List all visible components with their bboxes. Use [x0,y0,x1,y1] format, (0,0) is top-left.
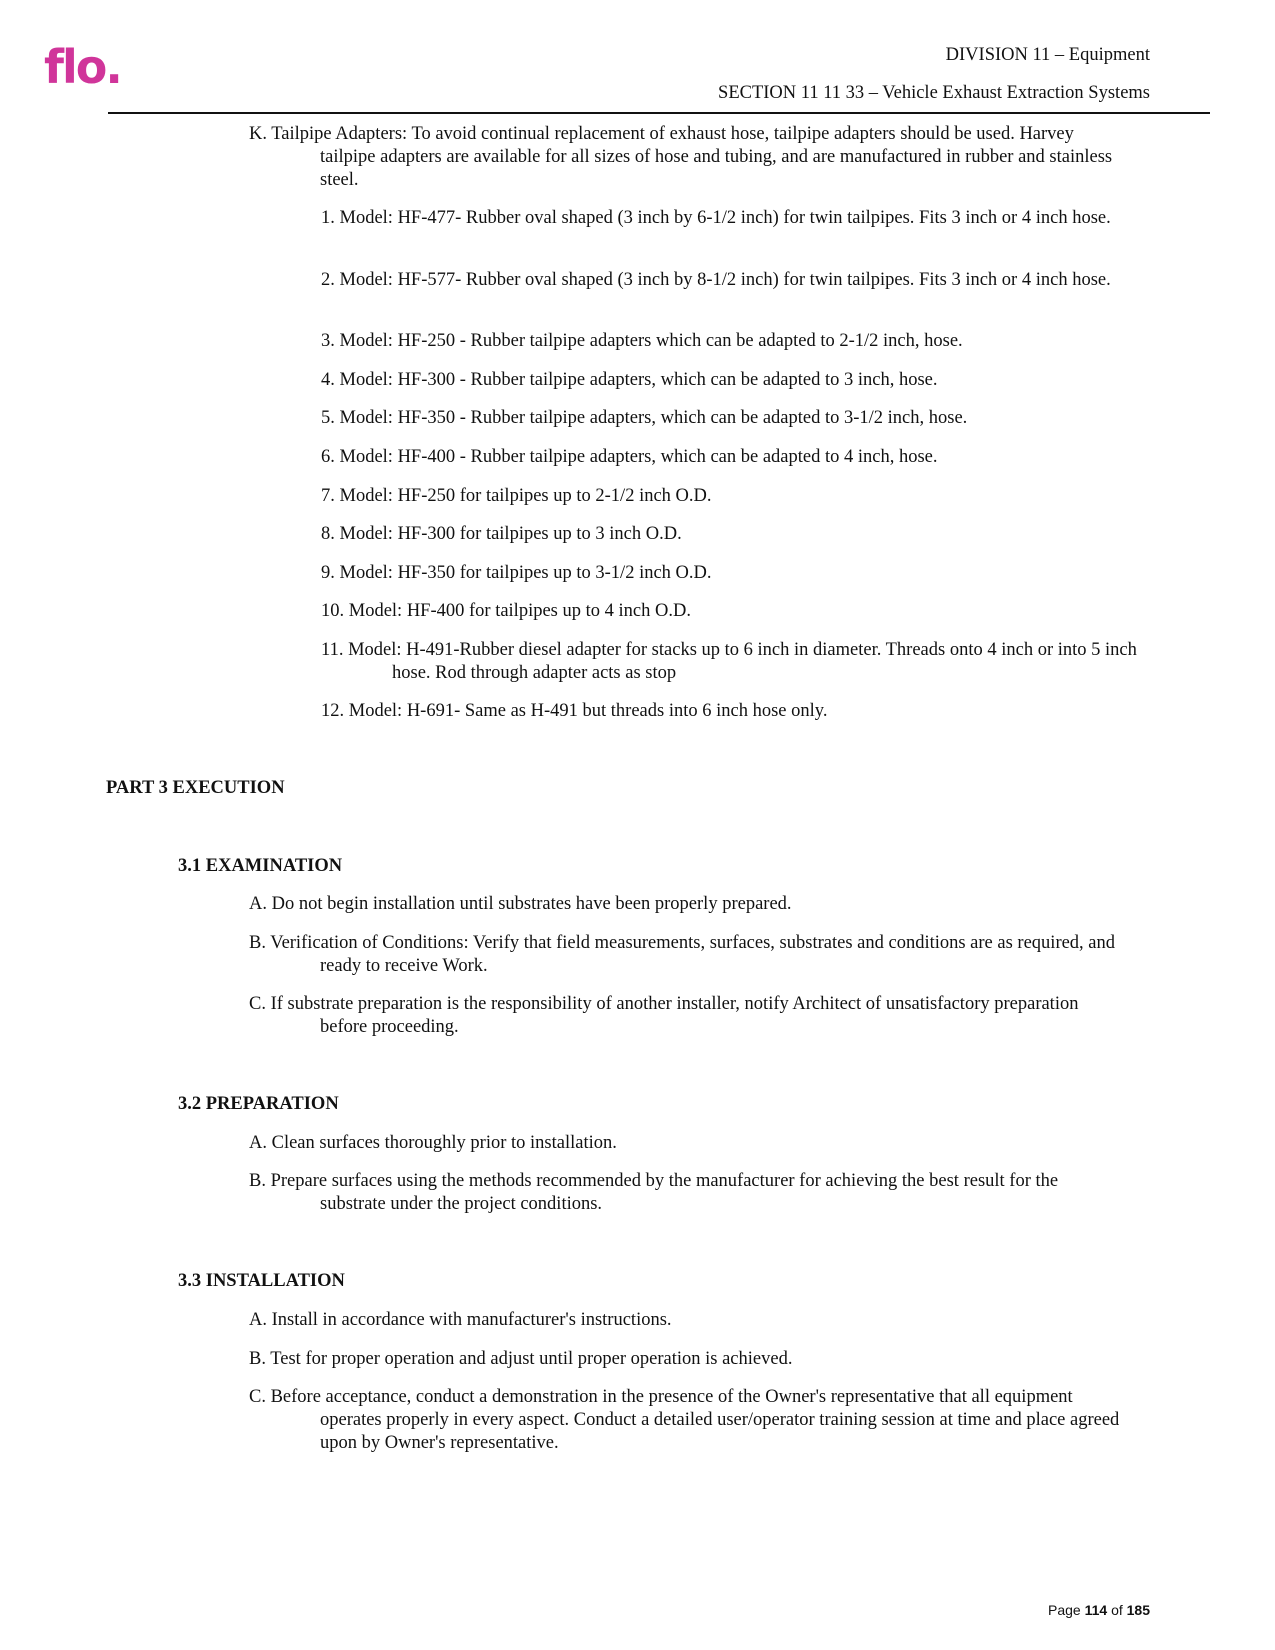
section-heading: 3.2 PREPARATION [178,1094,339,1114]
paragraph: A. Clean surfaces thoroughly prior to installation. [249,1133,617,1153]
paragraph: B. Verification of Conditions: Verify that field measurements, surfaces, substrates and conditions are as required, and ready to receive Work. [249,933,1116,976]
division-header: DIVISION 11 – Equipment [945,45,1150,65]
list-item: 8. Model: HF-300 for tailpipes up to 3 inch O.D. [321,524,682,544]
list-item: 11. Model: H-491-Rubber diesel adapter for stacks up to 6 inch in diameter. Threads onto 4 inch or into 5 inch hose. Rod through adapter acts as stop [321,640,1137,683]
section-heading: 3.1 EXAMINATION [178,856,343,876]
list-item: 3. Model: HF-250 - Rubber tailpipe adapters which can be adapted to 2-1/2 inch, hose. [321,331,963,351]
flo-logo: flo. [44,40,121,94]
page-number [1048,1599,1150,1622]
page-label: Page [1047,1602,1081,1618]
paragraph: A. Install in accordance with manufacturer's instructions. [249,1310,672,1330]
section-header: SECTION 11 11 33 – Vehicle Exhaust Extraction Systems [718,83,1150,103]
part-heading: PART 3 EXECUTION [106,778,285,798]
current-page: 114 [1084,1602,1108,1618]
list-item: 2. Model: HF-577- Rubber oval shaped (3 inch by 8-1/2 inch) for twin tailpipes. Fits 3 inch or 4 inch hose. [321,270,1111,290]
list-item: 9. Model: HF-350 for tailpipes up to 3-1/2 inch O.D. [321,563,712,583]
paragraph: C. Before acceptance, conduct a demonstration in the presence of the Owner's representative that all equipment operates properly in every aspect. Conduct a detailed user/operator training session at time and place agreed upon by Owner's representative. [249,1387,1120,1453]
paragraph: B. Prepare surfaces using the methods recommended by the manufacturer for achieving the best result for the substrate under the project conditions. [249,1171,1059,1214]
list-item: 7. Model: HF-250 for tailpipes up to 2-1/2 inch O.D. [321,486,712,506]
list-item: 4. Model: HF-300 - Rubber tailpipe adapters, which can be adapted to 3 inch, hose. [321,370,938,390]
list-item: 6. Model: HF-400 - Rubber tailpipe adapters, which can be adapted to 4 inch, hose. [321,447,938,467]
list-item: 1. Model: HF-477- Rubber oval shaped (3 inch by 6-1/2 inch) for twin tailpipes. Fits 3 inch or 4 inch hose. [321,208,1111,228]
paragraph: A. Do not begin installation until substrates have been properly prepared. [249,894,792,914]
paragraph: B. Test for proper operation and adjust until proper operation is achieved. [249,1349,793,1369]
list-item: 5. Model: HF-350 - Rubber tailpipe adapters, which can be adapted to 3-1/2 inch, hose. [321,408,968,428]
paragraph: C. If substrate preparation is the responsibility of another installer, notify Architect of unsatisfactory preparation before proceeding. [249,994,1079,1037]
list-item: 12. Model: H-691- Same as H-491 but threads into 6 inch hose only. [321,701,828,721]
section-heading: 3.3 INSTALLATION [178,1271,345,1291]
total-pages: 185 [1126,1602,1150,1618]
header-rule [108,112,1210,114]
paragraph-k: K. Tailpipe Adapters: To avoid continual replacement of exhaust hose, tailpipe adapters should be used. Harvey tailpipe adapters are available for all sizes of hose and tubing, and are manufactured in rubber and stainless steel. [249,124,1113,190]
of-label: of [1111,1602,1123,1618]
list-item: 10. Model: HF-400 for tailpipes up to 4 inch O.D. [321,601,691,621]
